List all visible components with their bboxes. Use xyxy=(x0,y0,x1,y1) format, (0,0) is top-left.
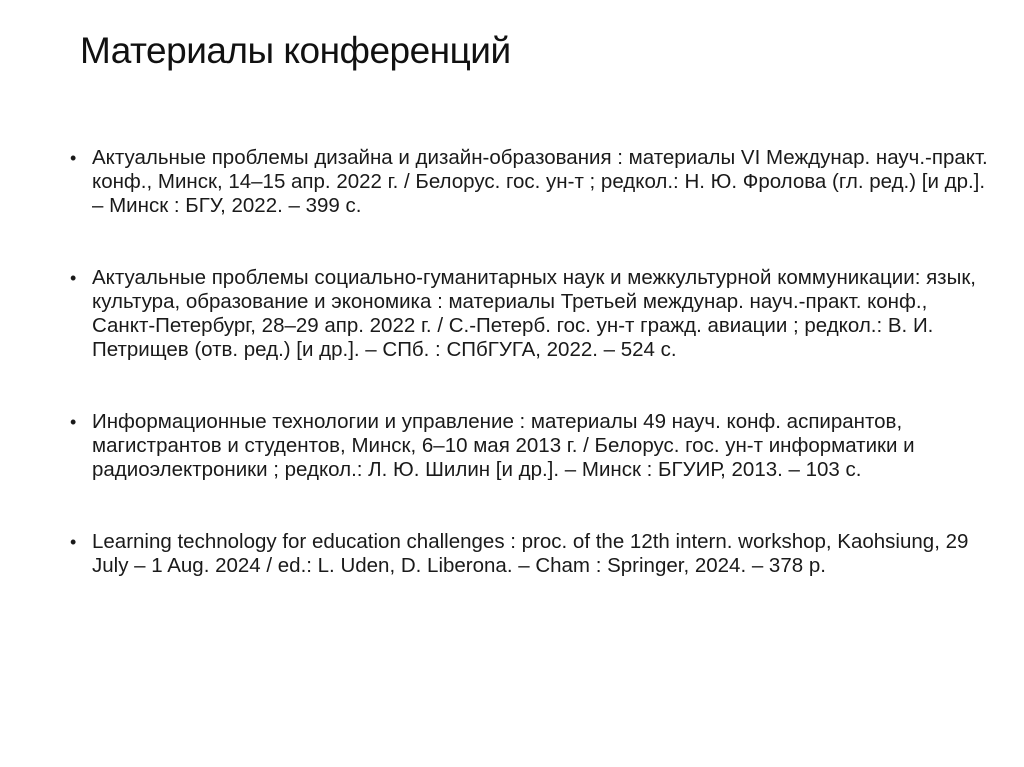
bullet-icon: • xyxy=(70,148,77,168)
list-item xyxy=(70,266,990,362)
bullet-icon: • xyxy=(70,412,77,432)
list-item xyxy=(70,530,990,578)
list-item xyxy=(70,410,990,482)
bullet-icon: • xyxy=(70,532,77,552)
reference-text: Актуальные проблемы дизайна и дизайн-образования : материалы VI Междунар. науч.-практ. конф., Минск, 14–15 апр. 2022 г. / Белорус. гос. ун-т ; редкол.: Н. Ю. Фролова (гл. ред.) [и др.]. – Минск : БГУ, 2022. – 399 с. xyxy=(92,146,988,217)
bullet-icon: • xyxy=(70,268,77,288)
reference-list xyxy=(70,146,990,578)
list-item xyxy=(70,146,990,218)
reference-text: Learning technology for education challenges : proc. of the 12th intern. workshop, Kaohsiung, 29 July – 1 Aug. 2024 / ed.: L. Uden, D. Liberona. – Cham : Springer, 2024. – 378 p. xyxy=(92,530,969,577)
slide-title: Материалы конференций xyxy=(80,30,511,71)
reference-text: Информационные технологии и управление : материалы 49 науч. конф. аспирантов, магистрантов и студентов, Минск, 6–10 мая 2013 г. / Белорус. гос. ун-т информатики и радиоэлектроники ; редкол.: Л. Ю. Шилин [и др.]. – Минск : БГУИР, 2013. – 103 с. xyxy=(92,410,915,481)
reference-text: Актуальные проблемы социально-гуманитарных наук и межкультурной коммуникации: язык, культура, образование и экономика : материалы Третьей междунар. науч.-практ. конф., Санкт-Петербург, 28–29 апр. 2022 г. / С.-Петерб. гос. ун-т гражд. авиации ; редкол.: В. И. Петрищев (отв. ред.) [и др.]. – СПб. : СПбГУГА, 2022. – 524 с. xyxy=(92,266,976,361)
